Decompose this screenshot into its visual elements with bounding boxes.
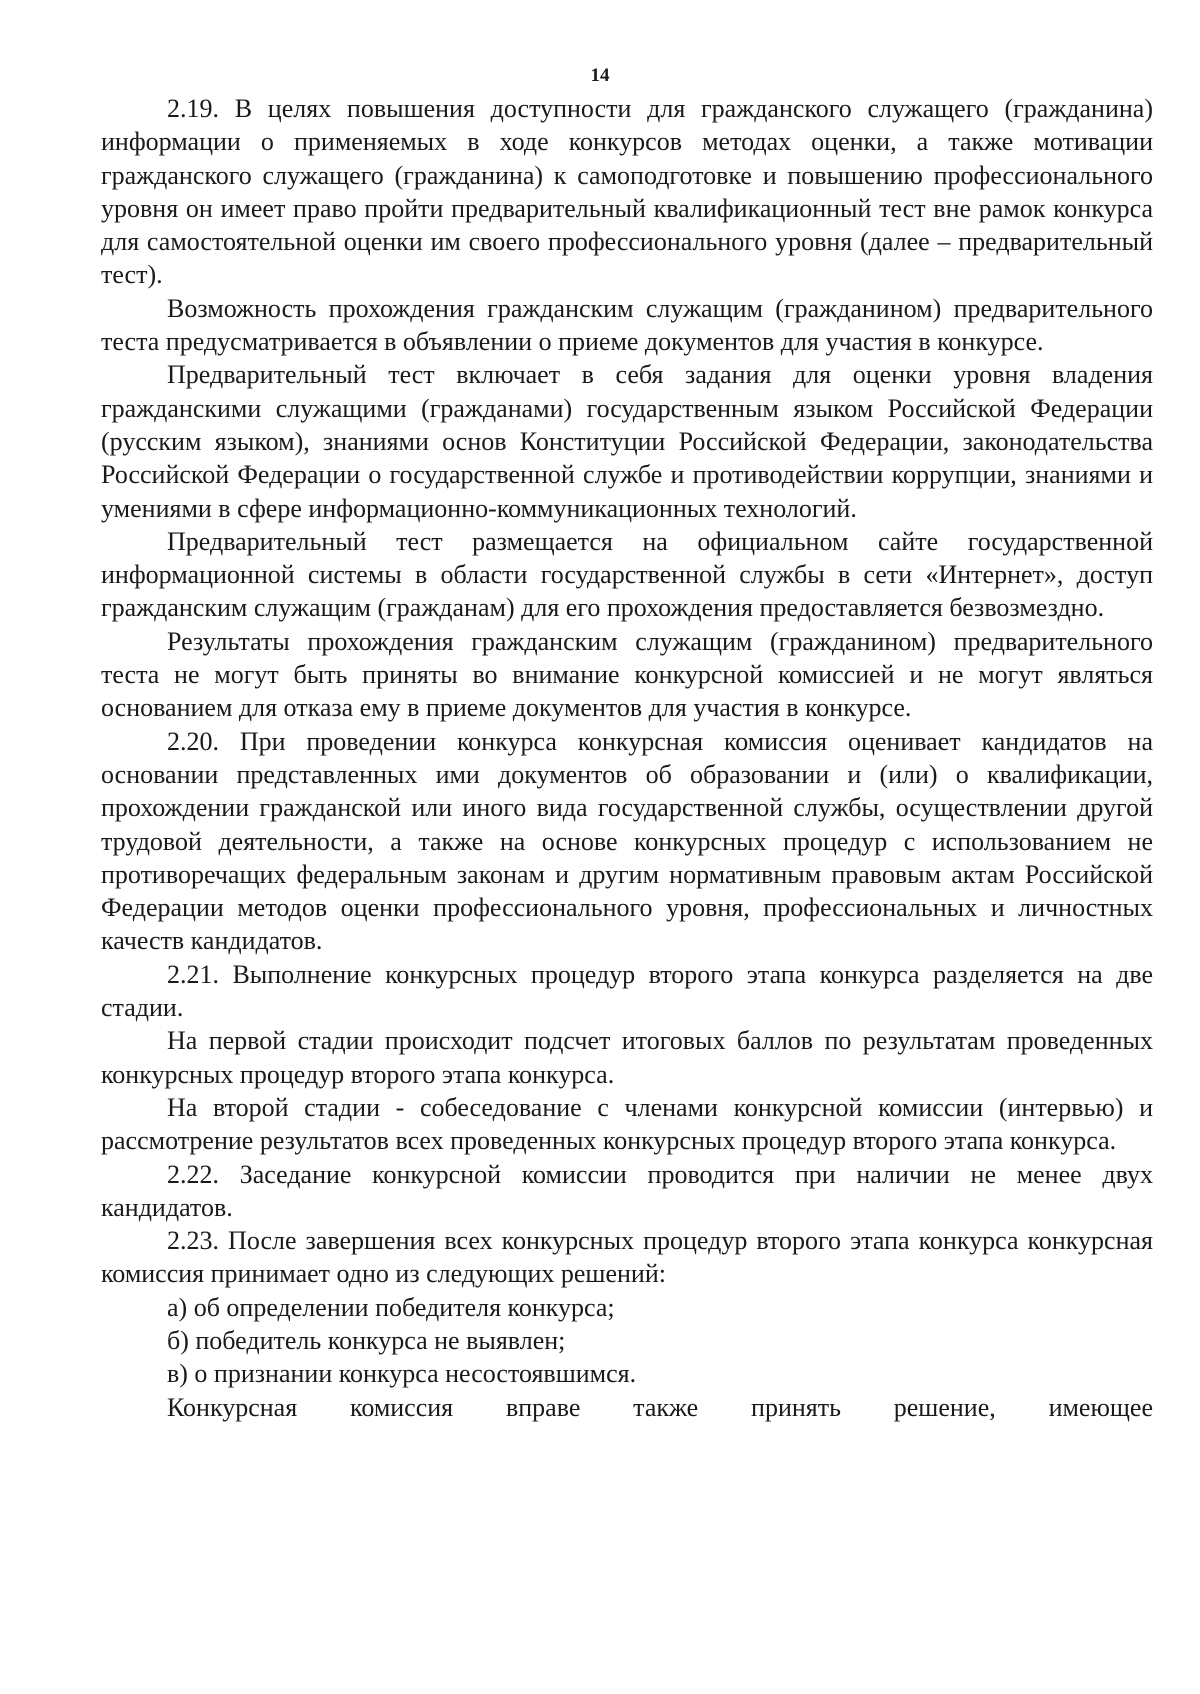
- paragraph-2-23: 2.23. После завершения всех конкурсных процедур второго этапа конкурса конкурсная комиссия принимает одно из следующих решений:: [101, 1226, 1153, 1289]
- list-item-b: б) победитель конкурса не выявлен;: [167, 1325, 566, 1355]
- paragraph-second-stage: На второй стадии - собеседование с членами конкурсной комиссии (интервью) и рассмотрение результатов всех проведенных конкурсных процедур второго этапа конкурса.: [101, 1092, 1153, 1156]
- list-item-c: в) о признании конкурса несостоявшимся.: [167, 1359, 637, 1389]
- paragraph-2-22: 2.22. Заседание конкурсной комиссии проводится при наличии не менее двух кандидатов.: [101, 1159, 1153, 1222]
- paragraph-2-20: 2.20. При проведении конкурса конкурсная комиссия оценивает кандидатов на основании представленных ими документов об образовании и (или) о квалификации, прохождении гражданской или иного вида государственной службы, осуществлении другой трудовой деятельности, а также на основе конкурсных процедур с использованием не противоречащих федеральным законам и другим нормативным правовым актам Российской Федерации методов оценки профессионального уровня, профессиональных и личностных качеств кандидатов.: [101, 726, 1153, 956]
- paragraph-preliminary-test-contents: Предварительный тест включает в себя задания для оценки уровня владения гражданскими служащими (гражданами) государственным языком Российской Федерации (русским языком), знаниями основ Конституции Российской Федерации, законодательства Российской Федерации о государственной службе и противодействии коррупции, знаниями и умениями в сфере информационно-коммуникационных технологий.: [101, 360, 1153, 523]
- paragraph-preliminary-test-placement: Предварительный тест размещается на официальном сайте государственной информационной системы в области государственной службы в сети «Интернет», доступ гражданским служащим (гражданам) для его прохождения предоставляется безвозмездно.: [101, 526, 1153, 623]
- paragraph-2-19: 2.19. В целях повышения доступности для гражданского служащего (гражданина) информации о применяемых в ходе конкурсов методах оценки, а также мотивации гражданского служащего (гражданина) к самоподготовке и повышению профессионального уровня он имеет право пройти предварительный квалификационный тест вне рамок конкурса для самостоятельной оценки им своего профессионального уровня (далее – предварительный тест).: [101, 94, 1153, 290]
- paragraph-preliminary-test-results: Результаты прохождения гражданским служащим (гражданином) предварительного теста не могут быть приняты во внимание конкурсной комиссией и не могут являться основанием для отказа ему в приеме документов для участия в конкурсе.: [101, 626, 1153, 723]
- paragraph-first-stage: На первой стадии происходит подсчет итоговых баллов по результатам проведенных конкурсных процедур второго этапа конкурса.: [101, 1026, 1153, 1089]
- paragraph-commission-right: Конкурсная комиссия вправе также принять решение, имеющее: [167, 1392, 1153, 1422]
- list-item-a: а) об определении победителя конкурса;: [167, 1292, 615, 1322]
- paragraph-preliminary-test-possibility: Возможность прохождения гражданским служащим (гражданином) предварительного теста предусматривается в объявлении о приеме документов для участия в конкурсе.: [101, 293, 1153, 357]
- page-number: 14: [590, 65, 610, 86]
- paragraph-2-21: 2.21. Выполнение конкурсных процедур второго этапа конкурса разделяется на две стадии.: [101, 959, 1153, 1023]
- document-body: [101, 92, 1153, 1424]
